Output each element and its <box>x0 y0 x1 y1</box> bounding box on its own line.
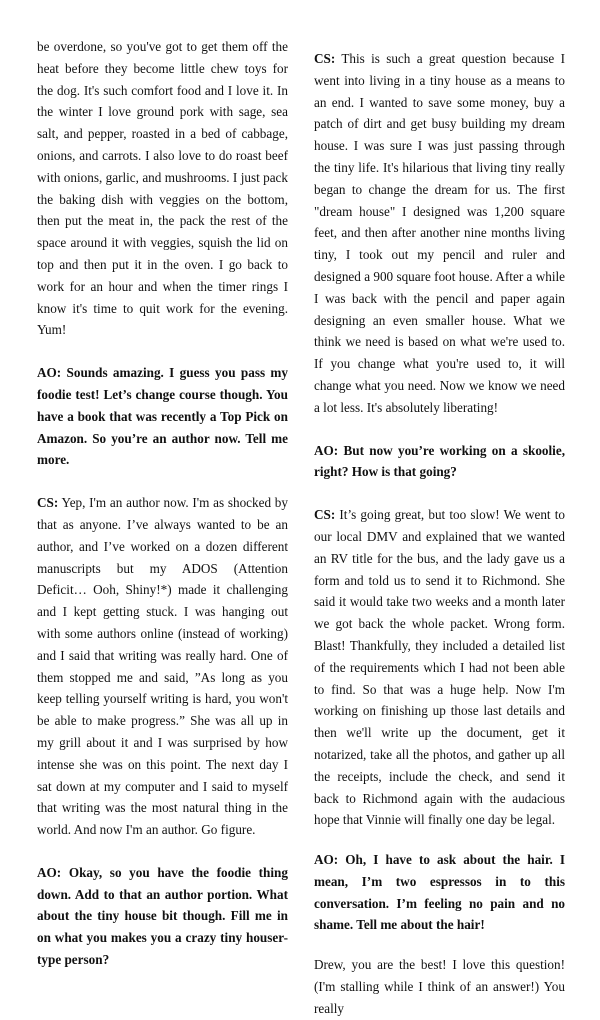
speaker-label: CS: <box>314 507 336 523</box>
right-column <box>314 48 565 1020</box>
left-column <box>37 36 288 971</box>
question-skoolie: AO: But now you’re working on a skoolie, right? How is that going? <box>314 442 565 480</box>
answer-paragraph-hair: Drew, you are the best! I love this question! (I'm stalling while I think of an answer!) You really <box>314 957 565 1016</box>
question-hair: AO: Oh, I have to ask about the hair. I mean, I’m two espressos in to this conversation. I’m feeling no pain and no shame. Tell me about the hair! <box>314 852 565 933</box>
answer-paragraph-skoolie <box>314 504 565 831</box>
answer-paragraph-tiny-house <box>314 48 565 419</box>
speaker-label: CS: <box>37 495 59 511</box>
question-tiny-house: AO: Okay, so you have the foodie thing down. Add to that an author portion. What about the tiny house bit though. Fill me in on what you makes you a crazy tiny houser-type person? <box>37 864 288 968</box>
answer-paragraph-author <box>37 492 288 841</box>
answer-text: It’s going great, but too slow! We went to our local DMV and explained that we wanted an RV title for the bus, and the lady gave us a form and told us to send it to Richmond. She said it would take two weeks and a month later we got back the whole packet. Wrong form. Blast! Thankfully, they included a detailed list of the requirements which I had not been able to find. So that was a huge help. Now I'm working on finishing up those last details and then we'll write up the document, get it notarized, take all the photos, and gather up all the receipts, include the check, and send it back to Richmond again with the audacious hope that Vinnie will finally one day be legal. <box>314 507 565 828</box>
answer-text: Yep, I'm an author now. I'm as shocked by that as anyone. I’ve always wanted to be an author, and I’ve worked on a dozen different manuscripts but my ADOS (Attention Deficit… Ooh, Shiny!*) made it challenging and I kept getting stuck. I was hanging out with some authors online (instead of working) and I said that writing was really hard. One of them stopped me and said, ”As long as you keep telling yourself writing is hard, you won't be able to make progress.” She was all up in my grill about it and I was surprised by how intense she was on this point. The next day I sat down at my computer and I said to myself that writing was the most natural thing in the world. And now I'm an author. Go figure. <box>37 495 288 838</box>
speaker-label: CS: <box>314 51 336 66</box>
question-author: AO: Sounds amazing. I guess you pass my foodie test! Let’s change course though. You have a book that was recently a Top Pick on Amazon. So you’re an author now. Tell me more. <box>37 365 288 468</box>
answer-paragraph-food: be overdone, so you've got to get them off the heat before they become little chew toys for the dog. It's such comfort food and I love it. In the winter I love ground pork with sage, sea salt, and pepper, roasted in a bed of cabbage, onions, and carrots. I also love to do roast beef with onions, garlic, and mushrooms. I just pack the baking dish with veggies on the bottom, then put the meat in, the pack the rest of the space around it with veggies, squish the lid on top and then put it in the oven. I go back to work for an hour and when the timer rings I know it's time to quit work for the evening. Yum! <box>37 39 288 338</box>
answer-text: This is such a great question because I went into living in a tiny house as a means to an end. I wanted to save some money, buy a patch of dirt and get busy building my dream house. I was sure I was just passing through the tiny life. It's hilarious that living tiny really began to change the dream for us. The first "dream house" I designed was 1,200 square feet, and then after another nine months living tiny, I took out my pencil and ruler and designed a 900 square foot house. After a while I was back with the pencil and paper again designing an even smaller house. What we think we need is based on what we're used to. If you change what you're used to, it will change what you need. Now we know we need a lot less. It's absolutely liberating! <box>314 51 565 415</box>
